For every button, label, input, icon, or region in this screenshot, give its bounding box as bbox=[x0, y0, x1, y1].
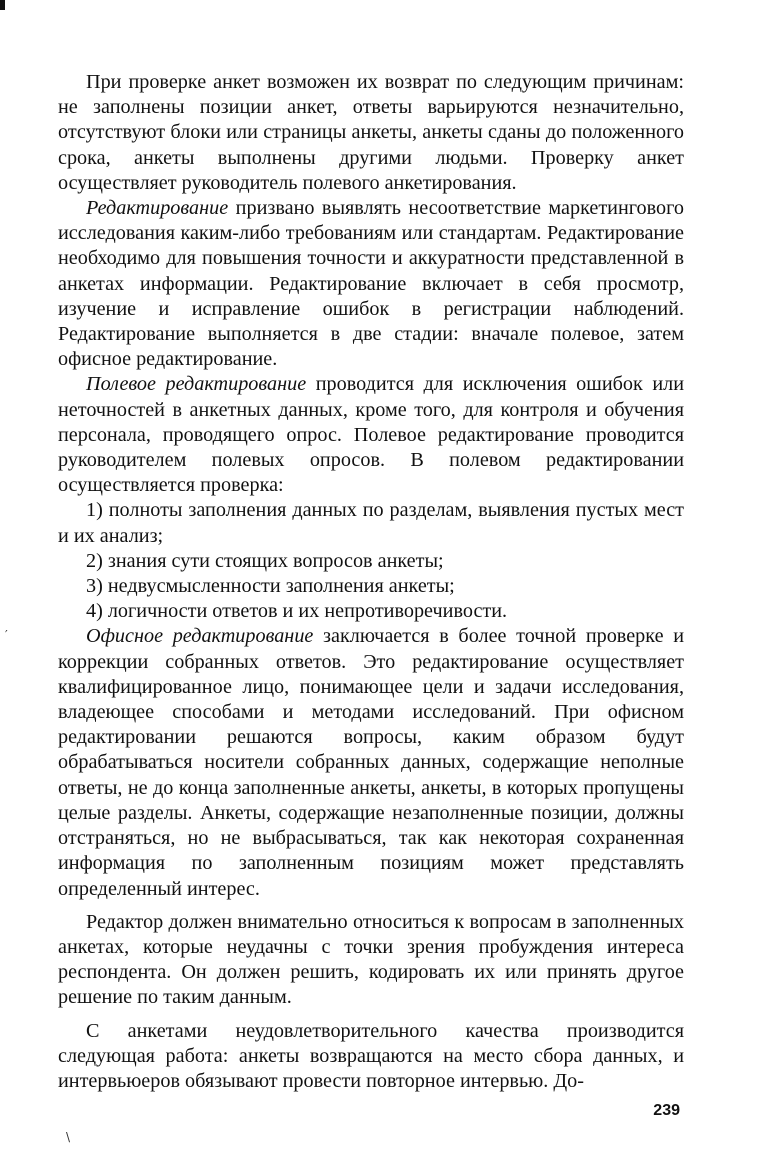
paragraph-editor: Редактор должен внимательно относиться к вопросам в заполненных анкетах, которые неудачны с точки зрения пробуждения интереса респондента. Он должен решить, кодировать их или принять другое решение по таким данным. bbox=[58, 910, 684, 1009]
list-item: 3) недвусмысленности заполнения анкеты; bbox=[86, 575, 455, 598]
paragraph-editing: Редактирование призвано выявлять несоответствие маркетингового исследования каким-либо требованиям или стандартам. Редактирование необходимо для повышения точности и аккуратности представленной в анкетах информации. Редактирование включает в себя просмотр, изучение и исправление ошибок в регистрации наблюдений. Редактирование выполняется в две стадии: вначале полевое, затем офисное редактирование. bbox=[58, 197, 684, 371]
page-number: 239 bbox=[653, 1102, 680, 1119]
term-editing: Редактирование bbox=[86, 197, 229, 220]
term-field-editing: Полевое редактирование bbox=[86, 373, 307, 396]
list-item: 2) знания сути стоящих вопросов анкеты; bbox=[86, 549, 444, 572]
scan-margin-mark: \ bbox=[66, 1130, 71, 1144]
paragraph-office-editing: Офисное редактирование заключается в более точной проверке и коррекции собранных ответов. Это редактирование осуществляет квалифицированное лицо, понимающее цели и задачи исследования, владеющее способами и методами исследований. При офисном редактировании решаются вопросы, каким образом будут обрабатываться носители собранных данных, содержащие неполные ответы, не до конца заполненные анкеты, анкеты, в которых пропущены целые разделы. Анкеты, содержащие незаполненные позиции, должны отстраняться, но не выбрасываться, так как некоторая сохраненная информация по заполненным позициям может представлять определенный интерес. bbox=[58, 625, 685, 900]
paragraph-returns: При проверке анкет возможен их возврат по следующим причинам: не заполнены позиции анкет, ответы варьируются незначительно, отсутствуют блоки или страницы анкеты, анкеты сданы до положенного срока, анкеты выполнены другими людьми. Проверку анкет осуществляет руководитель полевого анкетирования. bbox=[58, 71, 684, 194]
list-item: 1) полноты заполнения данных по разделам, выявления пустых мест и их анализ; bbox=[58, 499, 684, 547]
scan-corner-mark bbox=[0, 0, 5, 10]
list-item: 4) логичности ответов и их непротиворечивости. bbox=[86, 600, 508, 623]
scan-margin-mark: ′ bbox=[5, 628, 8, 642]
paragraph-field-editing: Полевое редактирование проводится для исключения ошибок или неточностей в анкетных данных, кроме того, для контроля и обучения персонала, проводящего опрос. Полевое редактирование проводится руководителем полевых опросов. В полевом редактировании осуществляется проверка: bbox=[58, 373, 684, 497]
term-office-editing: Офисное редактирование bbox=[86, 625, 314, 648]
paragraph-unsatisfactory: С анкетами неудовлетворительного качества производится следующая работа: анкеты возвращаются на место сбора данных, и интервьюеров обязывают провести повторное интервью. До- bbox=[58, 1019, 684, 1092]
page-body bbox=[58, 70, 684, 1094]
